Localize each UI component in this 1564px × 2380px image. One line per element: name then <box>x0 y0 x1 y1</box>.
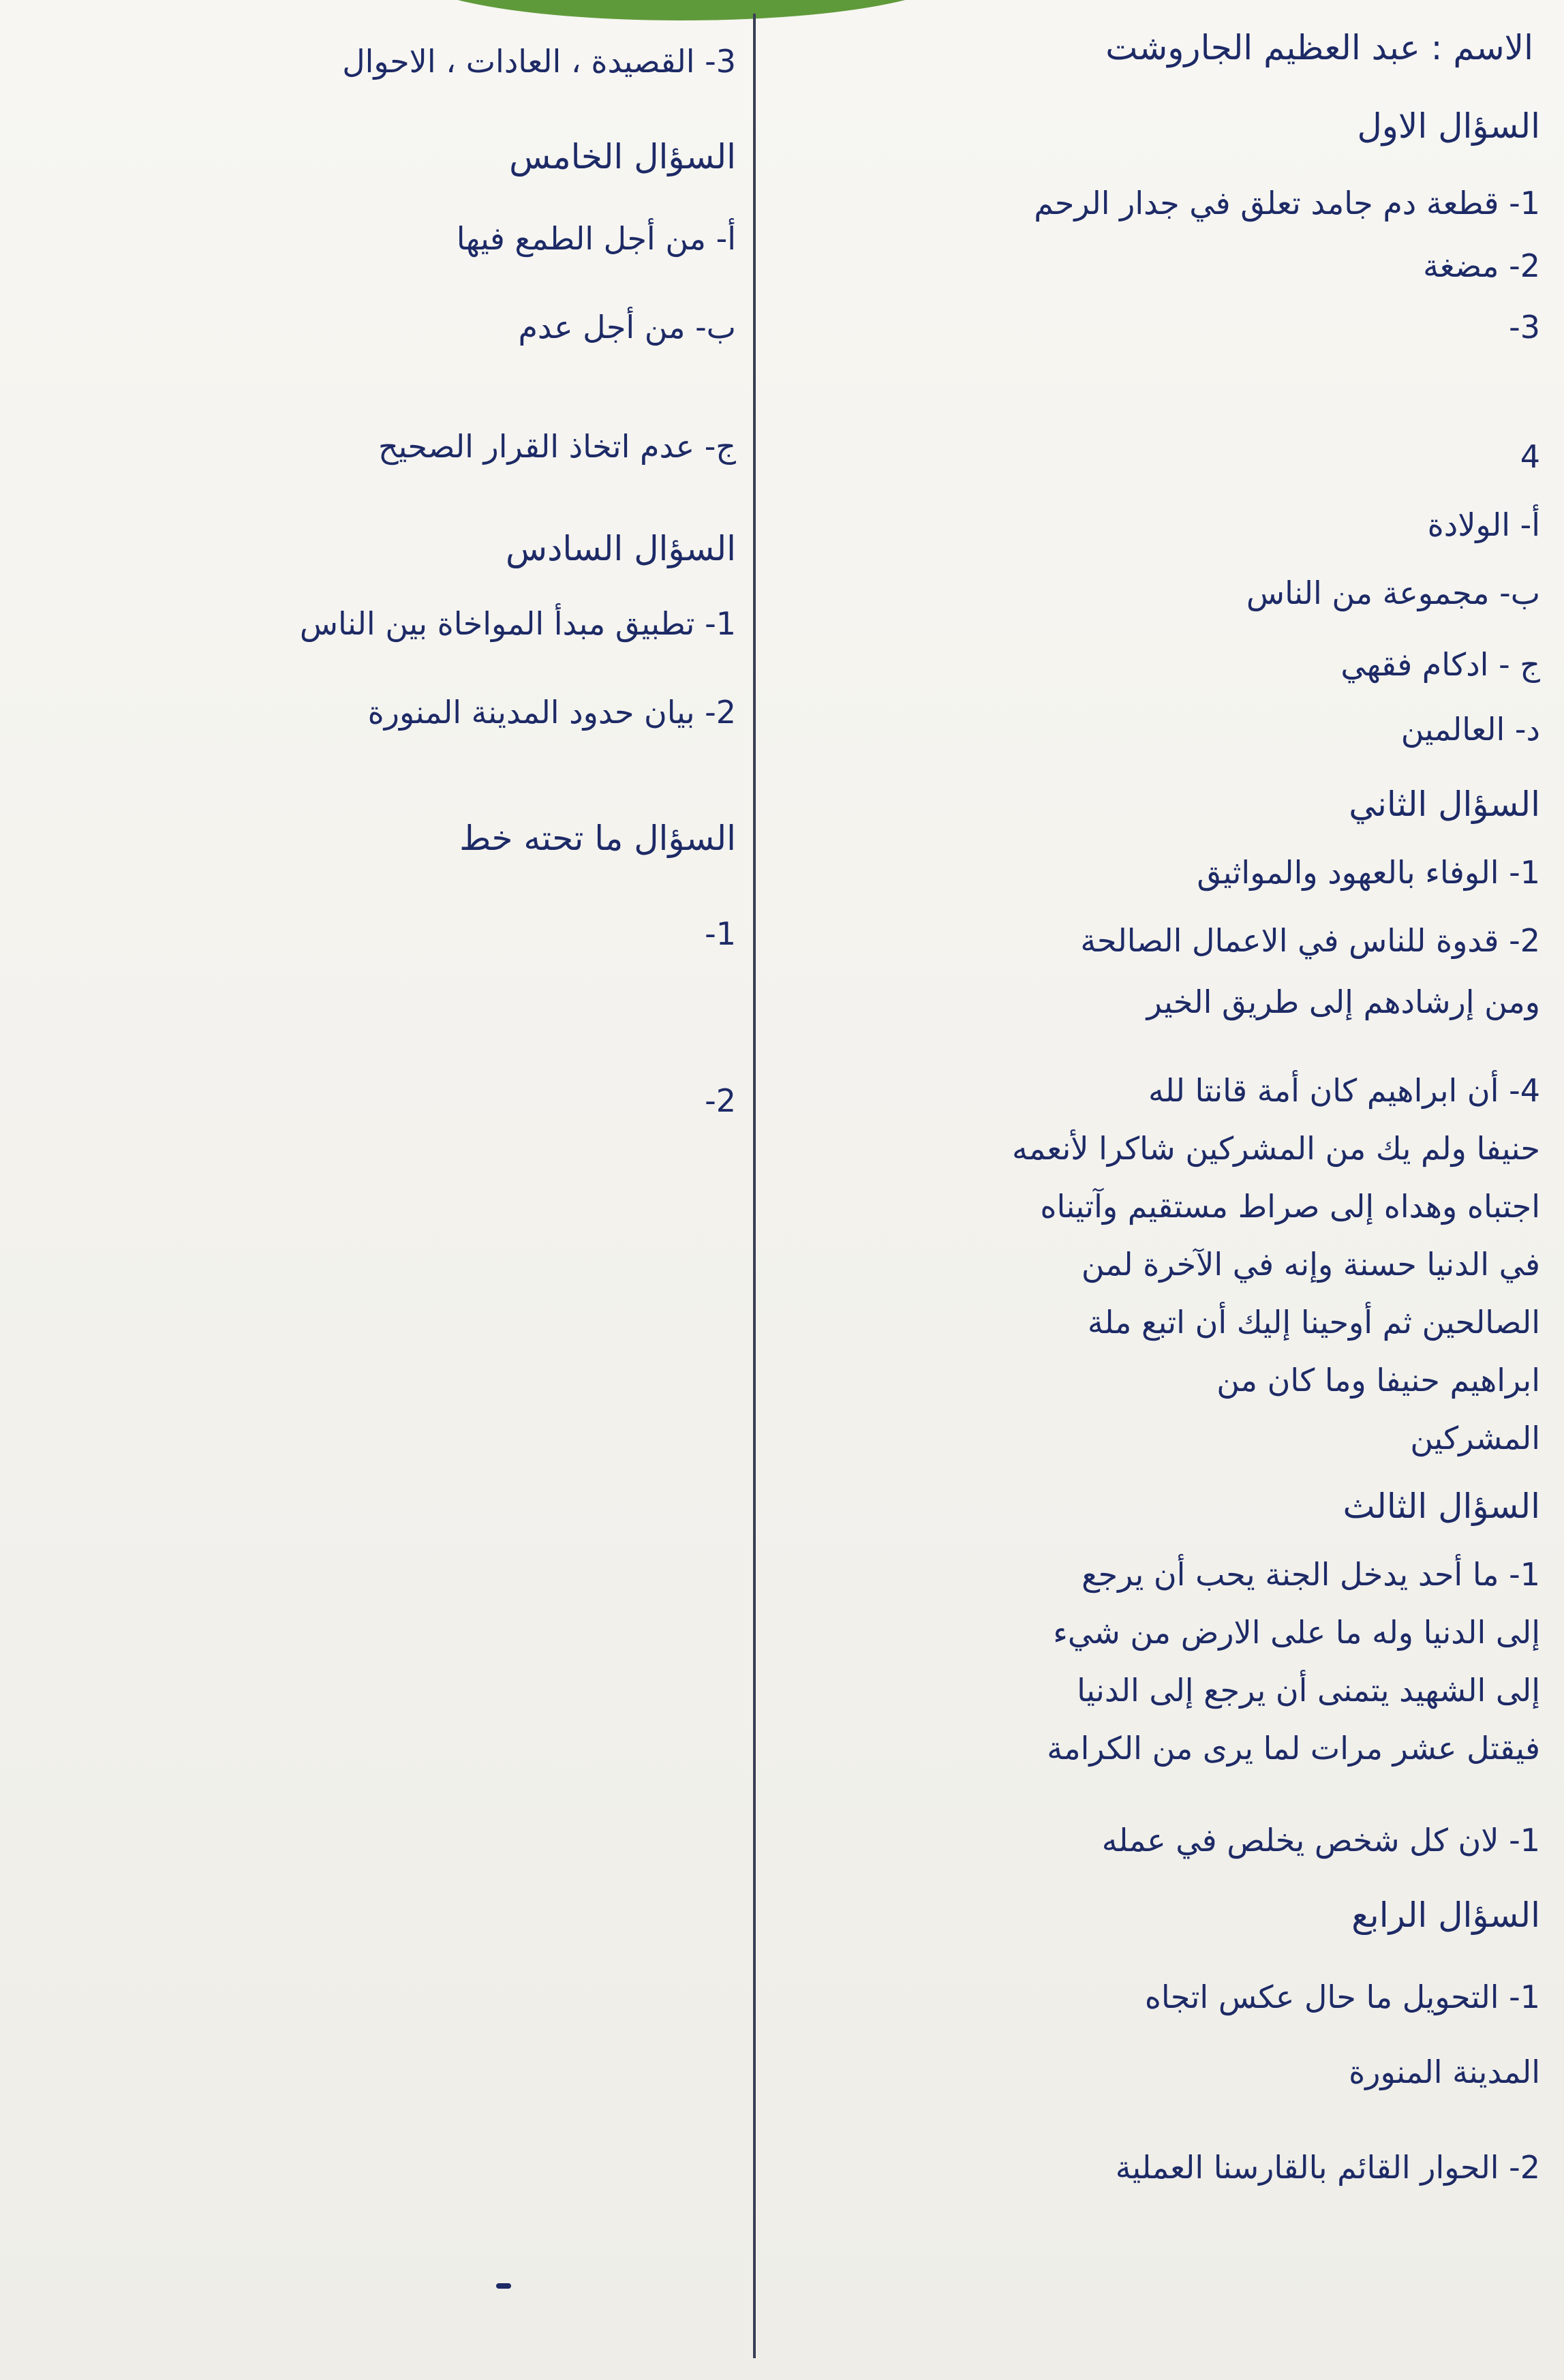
q2-answer-2-line-1: 2- قدوة للناس في الاعمال الصالحة <box>1080 922 1540 959</box>
q1-answer-3: 3- <box>1509 309 1540 346</box>
question-1-title: السؤال الاول <box>1357 106 1540 146</box>
q1-answer-4d: د- العالمين <box>1400 711 1540 748</box>
q4-answer-1-line-2: المدينة المنورة <box>1349 2054 1540 2090</box>
question-2-title: السؤال الثاني <box>1349 784 1540 824</box>
q2-answer-1: 1- الوفاء بالعهود والمواثيق <box>1197 854 1540 891</box>
q5-answer-c: ج- عدم اتخاذ القرار الصحيح <box>378 428 736 465</box>
q4-answer-1-line-1: 1- التحويل ما حال عكس اتجاه <box>1144 1979 1540 2015</box>
q7-answer-1: 1- <box>705 915 736 952</box>
q6-answer-2: 2- بيان حدود المدينة المنورة <box>367 694 736 731</box>
question-7-title: السؤال ما تحته خط <box>459 819 736 858</box>
q3-answer-1-line-1: 1- ما أحد يدخل الجنة يحب أن يرجع <box>1082 1556 1540 1593</box>
question-6-title: السؤال السادس <box>506 529 736 568</box>
ink-mark <box>496 2283 511 2289</box>
q5-answer-b: ب- من أجل عدم <box>518 309 736 346</box>
q2-answer-4-line-1: 4- أن ابراهيم كان أمة قانتا لله <box>1148 1072 1540 1109</box>
q3-answer-1-line-4: فيقتل عشر مرات لما يرى من الكرامة <box>1047 1730 1540 1767</box>
green-leaf-background <box>409 0 954 20</box>
q1-answer-4a: أ- الولادة <box>1427 506 1540 543</box>
q2-answer-4-line-7: المشركين <box>1410 1420 1540 1456</box>
q3-answer-2: 1- لان كل شخص يخلص في عمله <box>1101 1822 1540 1859</box>
q7-answer-2: 2- <box>705 1082 736 1119</box>
column-divider-line <box>753 14 756 2358</box>
q4-answer-3: 3- القصيدة ، العادات ، الاحوال <box>342 43 736 80</box>
q2-answer-4-line-2: حنيفا ولم يك من المشركين شاكرا لأنعمه <box>1012 1130 1540 1167</box>
question-5-title: السؤال الخامس <box>509 137 736 177</box>
q1-answer-4c: ج - ادكام فقهي <box>1340 646 1540 683</box>
q5-answer-a: أ- من أجل الطمع فيها <box>456 220 736 257</box>
q2-answer-4-line-3: اجتباه وهداه إلى صراط مستقيم وآتيناه <box>1040 1188 1540 1225</box>
q2-answer-4-line-6: ابراهيم حنيفا وما كان من <box>1216 1362 1540 1399</box>
q1-answer-4b: ب- مجموعة من الناس <box>1246 575 1540 611</box>
q4-answer-2: 2- الحوار القائم بالقارسنا العملية <box>1115 2149 1540 2186</box>
q2-answer-2-line-2: ومن إرشادهم إلى طريق الخير <box>1146 983 1540 1020</box>
q1-answer-2: 2- مضغة <box>1423 247 1540 284</box>
question-4-title: السؤال الرابع <box>1351 1895 1540 1935</box>
q2-answer-4-line-4: في الدنيا حسنة وإنه في الآخرة لمن <box>1081 1246 1540 1283</box>
student-name: الاسم : عبد العظيم الجاروشت <box>1105 28 1533 67</box>
question-3-title: السؤال الثالث <box>1343 1486 1540 1526</box>
q2-answer-4-line-5: الصالحين ثم أوحينا إليك أن اتبع ملة <box>1087 1304 1540 1341</box>
q3-answer-1-line-3: إلى الشهيد يتمنى أن يرجع إلى الدنيا <box>1077 1672 1540 1709</box>
q3-answer-1-line-2: إلى الدنيا وله ما على الارض من شيء <box>1053 1614 1540 1651</box>
q1-answer-1: 1- قطعة دم جامد تعلق في جدار الرحم <box>1034 185 1540 222</box>
q1-answer-4-number: 4 <box>1520 438 1540 475</box>
q6-answer-1: 1- تطبيق مبدأ المواخاة بين الناس <box>299 605 736 642</box>
